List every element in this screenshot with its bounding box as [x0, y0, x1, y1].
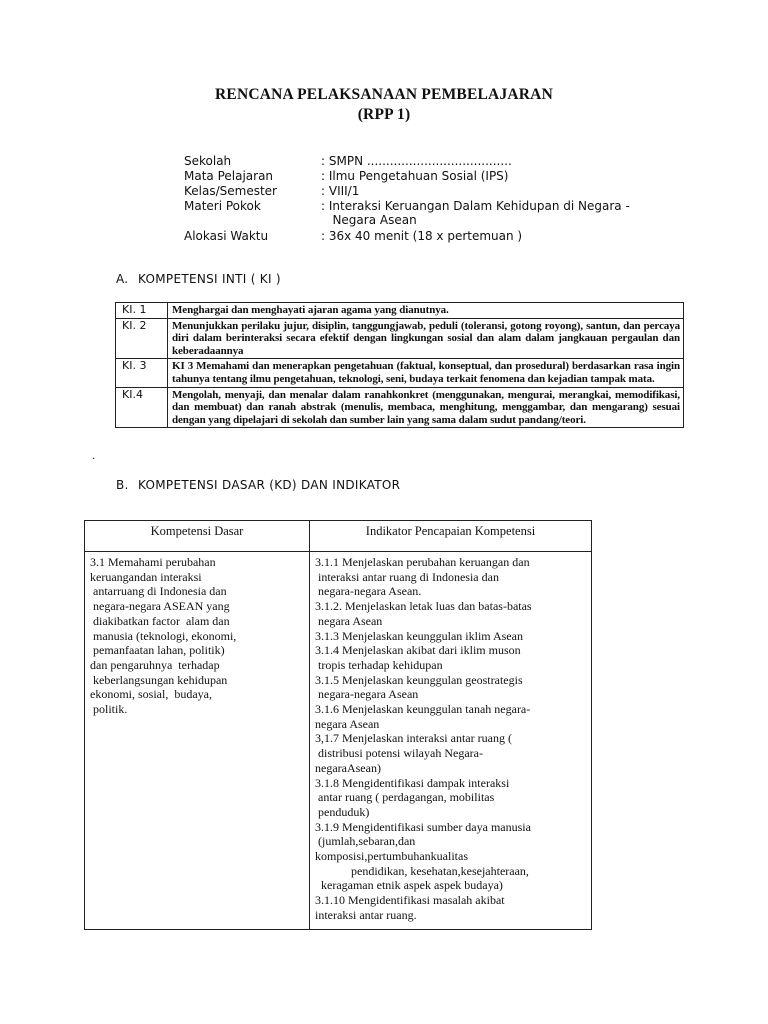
- indicator-line: interaksi antar ruang di Indonesia dan: [315, 569, 499, 584]
- indicator-line: 3.1.9 Mengidentifikasi sumber daya manusia: [315, 819, 531, 834]
- section-title: KOMPETENSI DASAR (KD) DAN INDIKATOR: [138, 478, 401, 492]
- info-value: : Interaksi Keruangan Dalam Kehidupan di Negara -: [321, 199, 630, 213]
- table-row: [85, 552, 592, 930]
- indicator-cell: [310, 552, 592, 930]
- indicator-line: 3.1.4 Menjelaskan akibat dari iklim muson: [315, 643, 521, 658]
- ki-text: Menghargai dan menghayati ajaran agama yang dianutnya.: [168, 303, 684, 319]
- table-row: [116, 359, 684, 387]
- table-row: [116, 387, 684, 428]
- info-label: Kelas/Semester: [184, 184, 277, 198]
- kd-line: politik.: [90, 702, 128, 717]
- section-b-heading: [116, 478, 400, 492]
- info-value: : Ilmu Pengetahuan Sosial (IPS): [321, 169, 509, 183]
- indicator-line: 3.1.10 Mengidentifikasi masalah akibat: [315, 893, 505, 908]
- info-value: : SMPN ......................................: [321, 154, 512, 168]
- ki-code: KI.4: [116, 387, 168, 428]
- indicator-line: negaraAsean): [315, 760, 381, 775]
- kd-line: ekonomi, sosial, budaya,: [90, 687, 212, 702]
- indicator-line: 3.1.3 Menjelaskan keunggulan iklim Asean: [315, 628, 523, 643]
- indicator-line: 3.1.6 Menjelaskan keunggulan tanah negara-: [315, 702, 531, 717]
- table-row: [116, 318, 684, 359]
- ki-text: KI 3 Memahami dan menerapkan pengetahuan (faktual, konseptual, dan prosedural) berdasarkan rasa ingin tahunya tentang ilmu pengetahuan, teknologi, seni, budaya terkait fenomena dan kejadian tampak mata.: [168, 359, 684, 387]
- indicator-line: negara Asean: [315, 613, 383, 628]
- info-label: Alokasi Waktu: [184, 229, 269, 243]
- section-number: B.: [116, 478, 129, 492]
- ki-text: Mengolah, menyaji, dan menalar dalam ranahkonkret (menggunakan, mengurai, merangkai, memodifikasi, dan membuat) dan ranah abstrak (menulis, membaca, menghitung, menggambar, dan mengarang) sesuai dengan yang dipelajari di sekolah dan sumber lain yang sama dalam sudut pandang/teori.: [168, 387, 684, 428]
- column-header-kd: Kompetensi Dasar: [85, 521, 310, 552]
- kd-line: 3.1 Memahami perubahan: [90, 555, 216, 569]
- info-value: Negara Asean: [321, 213, 417, 227]
- ki-text: Menunjukkan perilaku jujur, disiplin, tanggungjawab, peduli (toleransi, gotong royong), santun, dan percaya diri dalam berinteraksi secara efektif dengan lingkungan sosial dan alam dalam jangkauan pergaulan dan keberadaannya: [168, 318, 684, 359]
- kd-line: manusia (teknologi, ekonomi,: [90, 628, 237, 643]
- info-label: Materi Pokok: [184, 199, 261, 213]
- kd-line: negara-negara ASEAN yang: [90, 599, 230, 614]
- ki-table: [115, 302, 684, 428]
- document-subtitle: (RPP 1): [357, 106, 411, 123]
- info-label: Sekolah: [184, 154, 232, 168]
- kd-table: [84, 520, 592, 930]
- section-title: KOMPETENSI INTI ( KI ): [138, 272, 281, 286]
- indicator-line: negara-negara Asean.: [315, 584, 422, 599]
- info-value: : VIII/1: [321, 184, 360, 198]
- table-row: [116, 303, 684, 319]
- document-title: RENCANA PELAKSANAAN PEMBELAJARAN: [215, 86, 553, 103]
- info-label: Mata Pelajaran: [184, 169, 274, 183]
- indicator-line: keragaman etnik aspek aspek budaya): [315, 878, 503, 893]
- indicator-line: 3.1.1 Menjelaskan perubahan keruangan dan: [315, 555, 530, 569]
- indicator-line: 3,1.7 Menjelaskan interaksi antar ruang (: [315, 731, 512, 746]
- indicator-line: 3.1.2. Menjelaskan letak luas dan batas-batas: [315, 599, 532, 614]
- kd-line: diakibatkan factor alam dan: [90, 613, 230, 628]
- ki-code: KI. 3: [116, 359, 168, 387]
- indicator-line: (jumlah,sebaran,dan: [315, 834, 416, 849]
- indicator-line: antar ruang ( perdagangan, mobilitas: [315, 790, 495, 805]
- kd-line: dan pengaruhnya terhadap: [90, 657, 220, 672]
- indicator-line: negara-negara Asean: [315, 687, 419, 702]
- indicator-line: distribusi potensi wilayah Negara-: [315, 746, 483, 761]
- kd-line: pemanfaatan lahan, politik): [90, 643, 225, 658]
- indicator-line: 3.1.8 Mengidentifikasi dampak interaksi: [315, 775, 510, 790]
- indicator-line: negara Asean: [315, 716, 380, 731]
- indicator-line: tropis terhadap kehidupan: [315, 657, 443, 672]
- ki-code: KI. 1: [116, 303, 168, 319]
- kd-line: keruangandan interaksi: [90, 569, 202, 584]
- kd-cell: [85, 552, 310, 930]
- kd-line: antarruang di Indonesia dan: [90, 584, 227, 599]
- section-a-heading: [116, 272, 281, 286]
- column-header-indicator: Indikator Pencapaian Kompetensi: [310, 521, 592, 552]
- section-number: A.: [116, 272, 129, 286]
- kd-line: keberlangsungan kehidupan: [90, 672, 228, 687]
- stray-dot: .: [92, 448, 95, 462]
- indicator-line: pendidikan, kesehatan,kesejahteraan,: [315, 863, 529, 878]
- indicator-line: komposisi,pertumbuhankualitas: [315, 849, 468, 864]
- indicator-line: penduduk): [315, 804, 370, 819]
- indicator-line: interaksi antar ruang.: [315, 907, 417, 922]
- ki-code: KI. 2: [116, 318, 168, 359]
- table-header-row: [85, 521, 592, 552]
- indicator-line: 3.1.5 Menjelaskan keunggulan geostrategis: [315, 672, 523, 687]
- info-value: : 36x 40 menit (18 x pertemuan ): [321, 229, 523, 243]
